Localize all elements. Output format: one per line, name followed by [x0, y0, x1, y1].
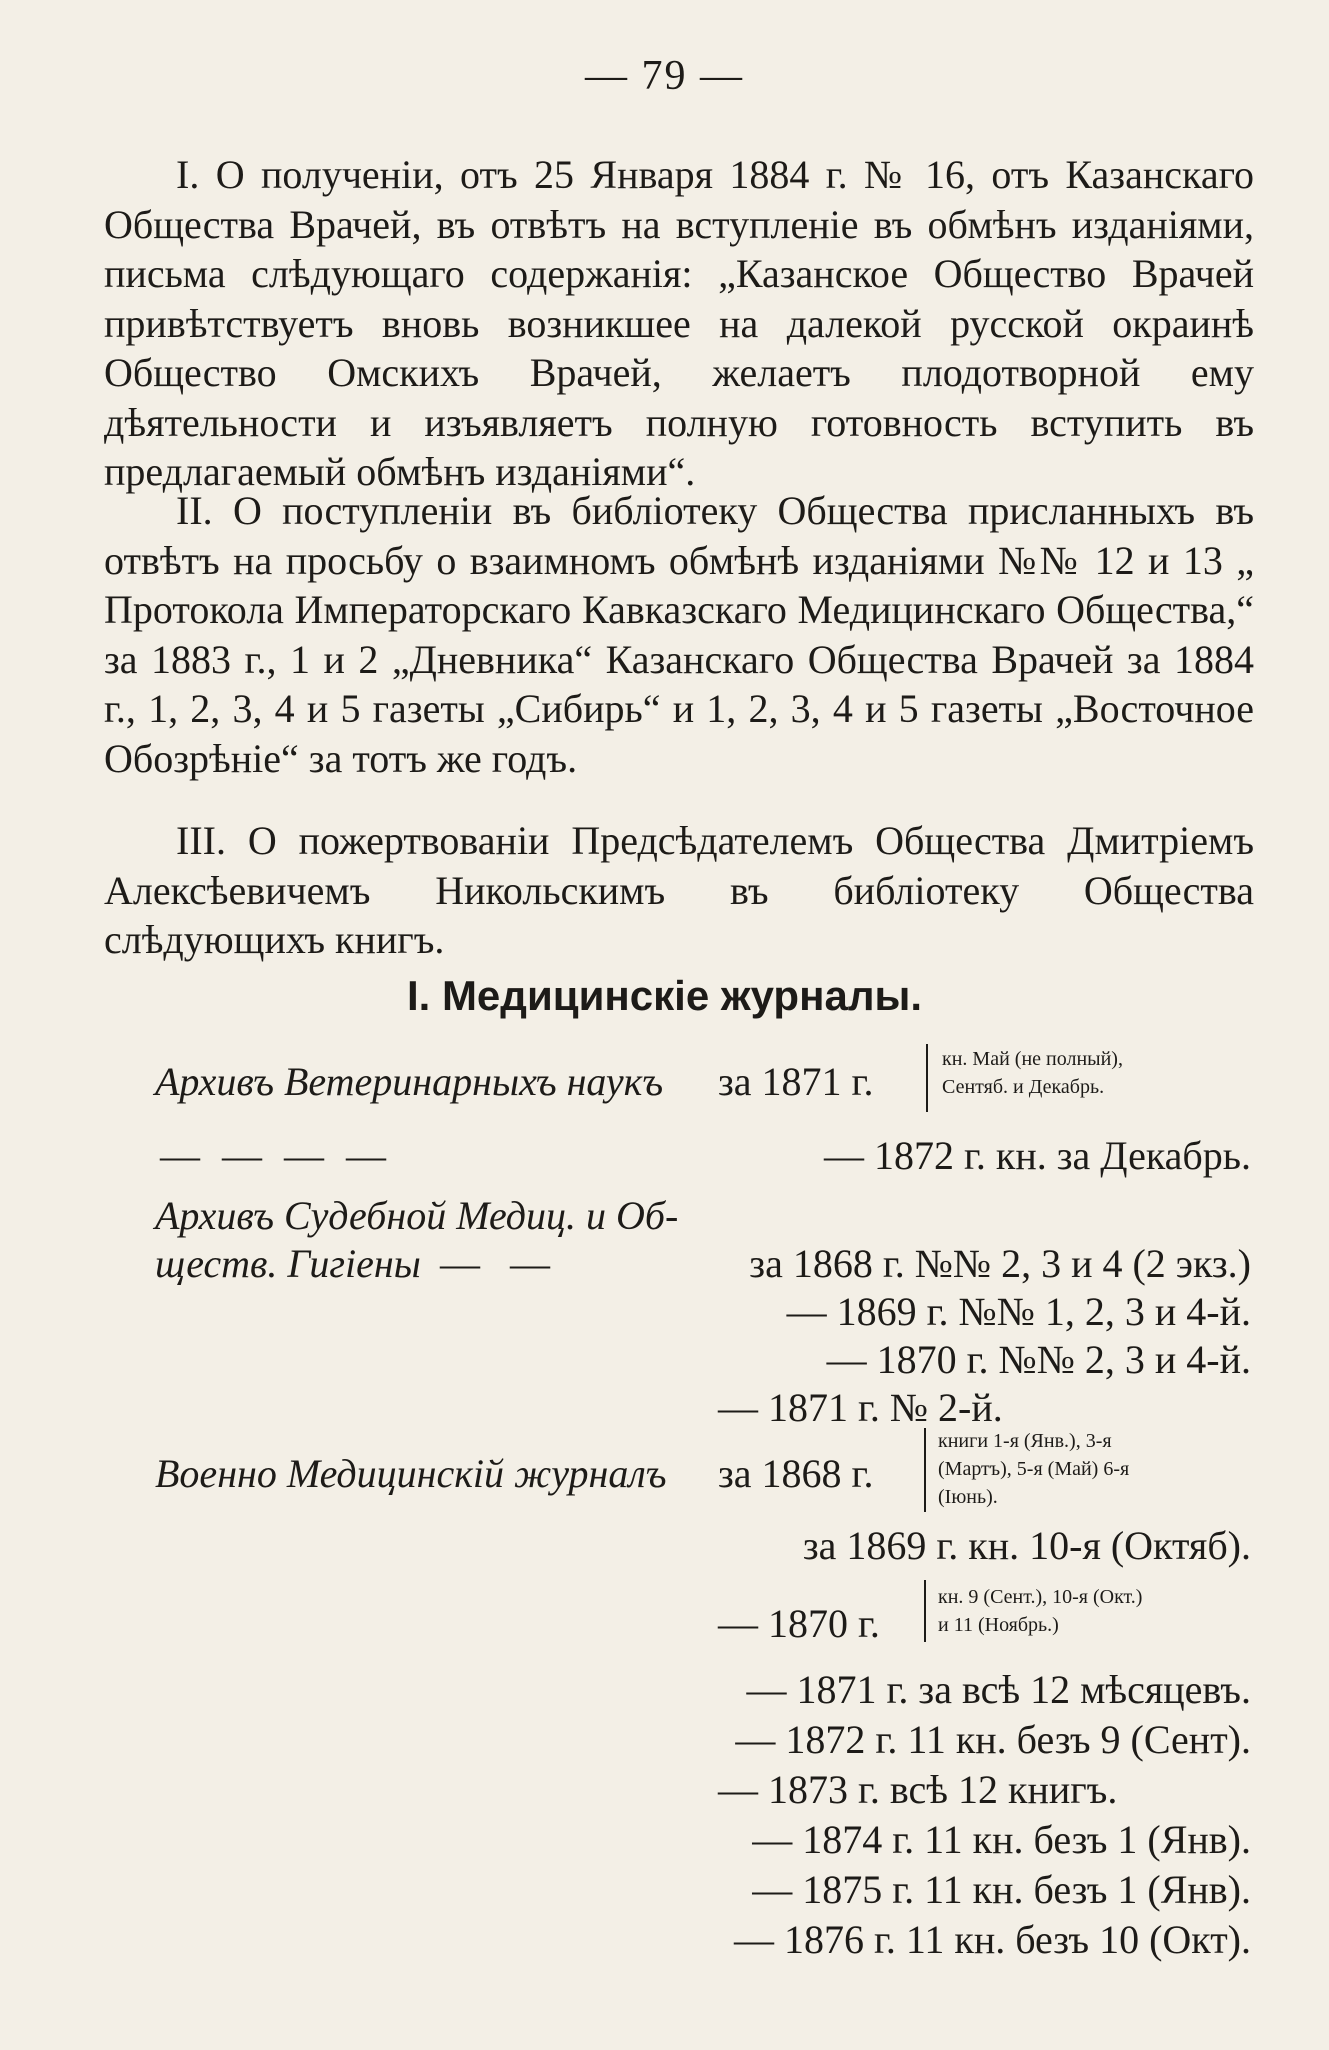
arch-sud-title-1: Архивъ Судебной Медиц. и Об- — [155, 1193, 679, 1238]
arch-sud-entry-1870: — 1870 г. №№ 2, 3 и 4-й. — [826, 1337, 1251, 1382]
arch-sud-entry-1869: — 1869 г. №№ 1, 2, 3 и 4-й. — [786, 1289, 1251, 1334]
voenno-row-1871: — 1871 г. за всѣ 12 мѣсяцевъ. — [746, 1667, 1251, 1712]
arch-vet-note-1: кн. Май (не полный), — [942, 1048, 1123, 1070]
voenno-row-1876: — 1876 г. 11 кн. безъ 10 (Окт). — [733, 1917, 1251, 1962]
voenno-note-1: книги 1-я (Янв.), 3-я — [938, 1430, 1112, 1452]
arch-vet-year: за 1871 г. — [718, 1059, 874, 1104]
voenno-1870-note-2: и 11 (Ноябрь.) — [938, 1614, 1059, 1636]
arch-vet-row-1872: — 1872 г. кн. за Декабрь. — [824, 1133, 1251, 1178]
voenno-row-1869: за 1869 г. кн. 10-я (Октяб). — [802, 1523, 1251, 1568]
voenno-brace — [924, 1428, 936, 1512]
voenno-row-1875: — 1875 г. 11 кн. безъ 1 (Янв). — [752, 1867, 1251, 1912]
page-number: — 79 — — [585, 53, 744, 99]
paragraph-3 — [104, 816, 1254, 965]
voenno-note-2: (Мартъ), 5-я (Май) 6-я — [938, 1458, 1130, 1480]
voenno-1870-note-1: кн. 9 (Сент.), 10-я (Окт.) — [938, 1586, 1143, 1608]
voenno-row-1874: — 1874 г. 11 кн. безъ 1 (Янв). — [752, 1817, 1251, 1862]
paragraph-3-text: III. О пожертвованіи Предсѣдателемъ Общества Дмитріемъ Алексѣевичемъ Никольскимъ въ библіотеку Общества слѣдующихъ книгъ. — [104, 818, 1254, 962]
paragraph-2 — [104, 486, 1254, 783]
arch-vet-dashes: — — — — — [160, 1133, 392, 1178]
arch-vet-note-2: Сентяб. и Декабрь. — [942, 1076, 1105, 1098]
voenno-row-1872: — 1872 г. 11 кн. безъ 9 (Сент). — [735, 1717, 1251, 1762]
paragraph-1 — [104, 150, 1254, 497]
paragraph-2-text: II. О поступленіи въ библіотеку Общества присланныхъ въ отвѣтъ на просьбу о взаимномъ обмѣнѣ изданіями №№ 12 и 13 „ Протокола Императорскаго Кавказскаго Медицинскаго Общества,“ за 1883 г., 1 и 2 „Дневника“ Казанскаго Общества Врачей за 1884 г., 1, 2, 3, 4 и 5 газеты „Сибирь“ и 1, 2, 3, 4 и 5 газеты „Восточное Обозрѣніе“ за тотъ же годъ. — [104, 488, 1254, 781]
arch-sud-entry-1871: — 1871 г. № 2-й. — [718, 1385, 1003, 1430]
paragraph-1-text: I. О полученіи, отъ 25 Января 1884 г. № 16, отъ Казанскаго Общества Врачей, въ отвѣтъ на вступленіе въ обмѣнъ изданіями, письма слѣдующаго содержанія: „Казанское Общество Врачей привѣтствуетъ вновь возникшее на далекой русской окраинѣ Общество Омскихъ Врачей, желаетъ плодотворной ему дѣятельности и изъявляетъ полную готовность вступить въ предлагаемый обмѣнъ изданіями“. — [104, 152, 1254, 494]
arch-sud-dashes: — — — [440, 1241, 560, 1286]
arch-vet-title: Архивъ Ветеринарныхъ наукъ — [155, 1059, 664, 1104]
voenno-title: Военно Медицинскій журналъ — [155, 1451, 667, 1496]
voenno-note-3: (Іюнь). — [938, 1486, 998, 1508]
arch-vet-brace — [926, 1044, 938, 1112]
voenno-row-1873: — 1873 г. всѣ 12 книгъ. — [718, 1767, 1118, 1812]
arch-sud-entry-1868: за 1868 г. №№ 2, 3 и 4 (2 экз.) — [749, 1241, 1251, 1286]
arch-sud-title-2: ществ. Гигіены — [155, 1241, 421, 1286]
voenno-row-1870-year: — 1870 г. — [718, 1601, 880, 1646]
section-heading: I. Медицинскіе журналы. — [406, 972, 923, 1019]
voenno-1870-brace — [924, 1580, 936, 1642]
voenno-year: за 1868 г. — [718, 1451, 874, 1496]
